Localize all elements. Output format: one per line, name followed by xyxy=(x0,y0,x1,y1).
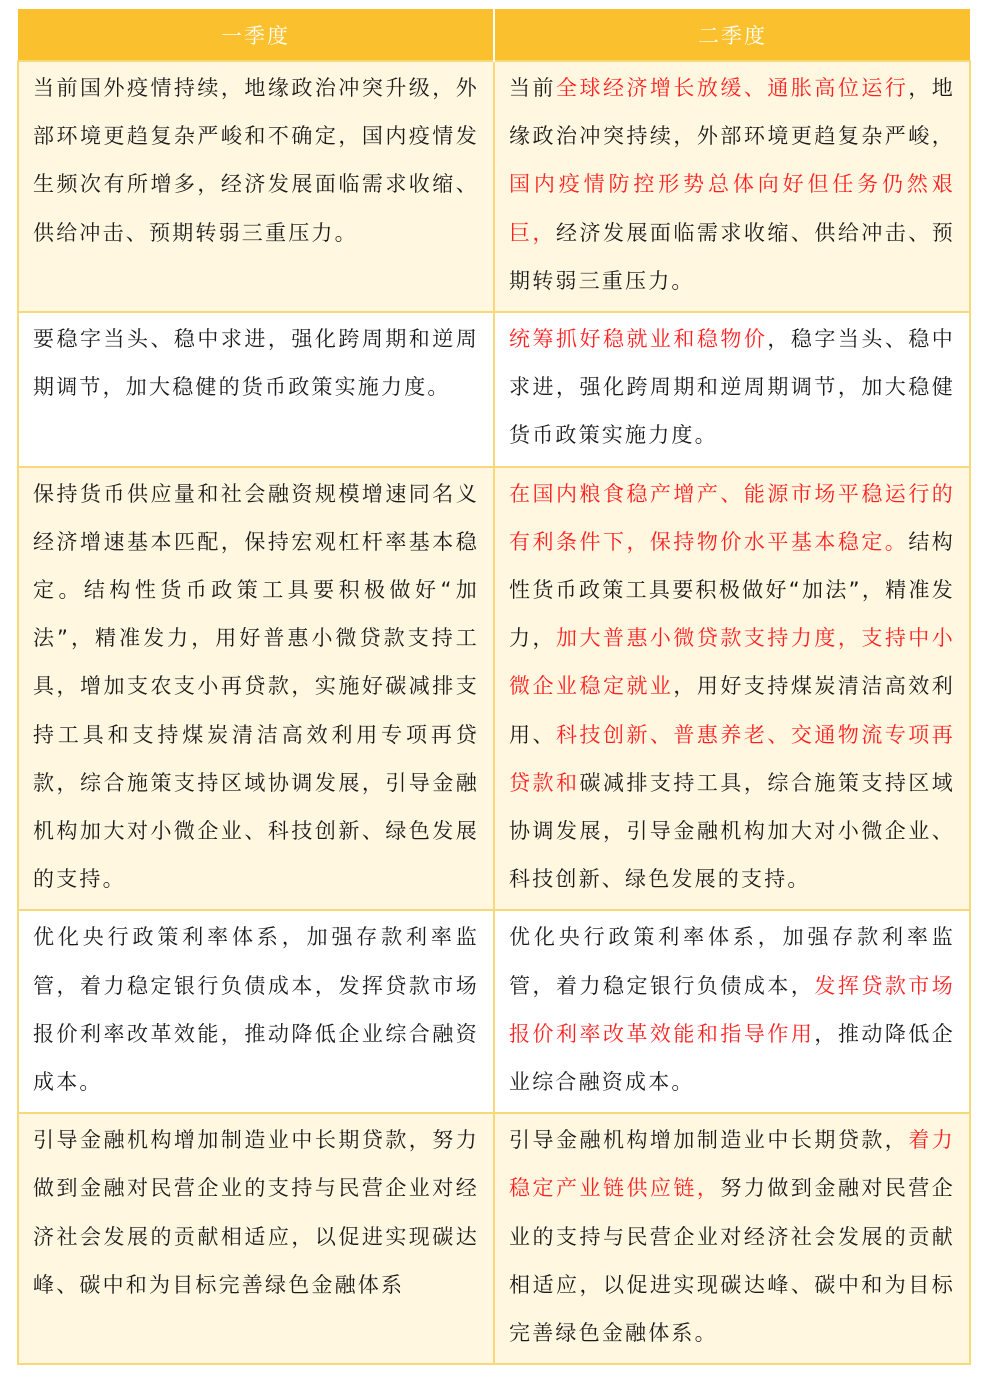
comparison-table xyxy=(17,9,971,1365)
highlighted-text: 在国内粮食稳产增产、能源市场平稳运行的有利条件下，保持物价水平基本稳定。 xyxy=(509,481,955,554)
cell-text: 经济发展面临需求收缩、供给冲击、预期转弱三重压力。 xyxy=(509,220,955,293)
q1-cell xyxy=(18,467,494,911)
cell-text: 要稳字当头、稳中求进，强化跨周期和逆周期调节，加大稳健的货币政策实施力度。 xyxy=(33,327,479,400)
table-row xyxy=(18,467,970,911)
table-header-row xyxy=(18,9,970,61)
q1-cell xyxy=(18,1113,494,1364)
q2-cell xyxy=(494,61,970,312)
header-q2: 二季度 xyxy=(494,9,970,61)
q2-cell xyxy=(494,910,970,1113)
table-row xyxy=(18,61,970,312)
cell-text: ，用好支持煤炭清洁高效利用、 xyxy=(509,674,955,747)
highlighted-text: 着力稳定产业链供应链， xyxy=(509,1128,956,1201)
cell-text: ，地缘政治冲突持续，外部环境更趋复杂严峻， xyxy=(509,76,956,149)
cell-text: 优化央行政策利率体系，加强存款利率监管，着力稳定银行负债成本，发挥贷款市场报价利率改革效能，推动降低企业综合融资成本。 xyxy=(33,925,479,1095)
header-q1: 一季度 xyxy=(18,9,494,61)
q1-cell xyxy=(18,61,494,312)
cell-text: 结构性货币政策工具要积极做好“加法”，精准发力， xyxy=(509,529,956,651)
highlighted-text: 加大普惠小微贷款支持力度，支持中小微企业稳定就业 xyxy=(509,626,955,699)
q1-cell xyxy=(18,910,494,1113)
highlighted-text: 国内疫情防控形势总体向好但任务仍然艰巨， xyxy=(509,172,955,245)
cell-text: ，推动降低企业综合融资成本。 xyxy=(509,1021,955,1095)
cell-text: 保持货币供应量和社会融资规模增速同名义经济增速基本匹配，保持宏观杠杆率基本稳定。结构性货币政策工具要积极做好“加法”，精准发力，用好普惠小微贷款支持工具，增加支农支小再贷款，实施好碳减排支持工具和支持煤炭清洁高效利用专项再贷款，综合施策支持区域协调发展，引导金融机构加大对小微企业、科技创新、绿色发展的支持。 xyxy=(33,481,479,892)
cell-text: 当前 xyxy=(509,76,556,100)
q2-cell xyxy=(494,467,970,911)
cell-text: ，稳字当头、稳中求进，强化跨周期和逆周期调节，加大稳健货币政策实施力度。 xyxy=(509,327,955,448)
table-row xyxy=(18,312,970,467)
cell-text: 当前国外疫情持续，地缘政治冲突升级，外部环境更趋复杂严峻和不确定，国内疫情发生频次有所增多，经济发展面临需求收缩、供给冲击、预期转弱三重压力。 xyxy=(33,76,479,245)
highlighted-text: 统筹抓好稳就业和稳物价 xyxy=(509,327,768,352)
cell-text: 碳减排支持工具，综合施策支持区域协调发展，引导金融机构加大对小微企业、科技创新、绿色发展的支持。 xyxy=(509,770,955,892)
table-row xyxy=(18,1113,970,1364)
cell-text: 引导金融机构增加制造业中长期贷款， xyxy=(509,1128,909,1153)
cell-text: 优化央行政策利率体系，加强存款利率监管，着力稳定银行负债成本， xyxy=(509,925,955,998)
q2-cell xyxy=(494,1113,970,1364)
highlighted-text: 全球经济增长放缓、通胀高位运行 xyxy=(555,76,909,100)
q2-cell xyxy=(494,312,970,467)
table-row xyxy=(18,910,970,1113)
cell-text: 努力做到金融对民营企业的支持与民营企业对经济社会发展的贡献相适应，以促进实现碳达峰、碳中和为目标完善绿色金融体系。 xyxy=(509,1176,955,1346)
highlighted-text: 科技创新、普惠养老、交通物流专项再贷款和 xyxy=(509,722,955,795)
cell-text: 引导金融机构增加制造业中长期贷款，努力做到金融对民营企业的支持与民营企业对经济社会发展的贡献相适应，以促进实现碳达峰、碳中和为目标完善绿色金融体系 xyxy=(33,1128,479,1297)
highlighted-text: 发挥贷款市场报价利率改革效能和指导作用 xyxy=(509,973,955,1046)
q1-cell xyxy=(18,312,494,467)
